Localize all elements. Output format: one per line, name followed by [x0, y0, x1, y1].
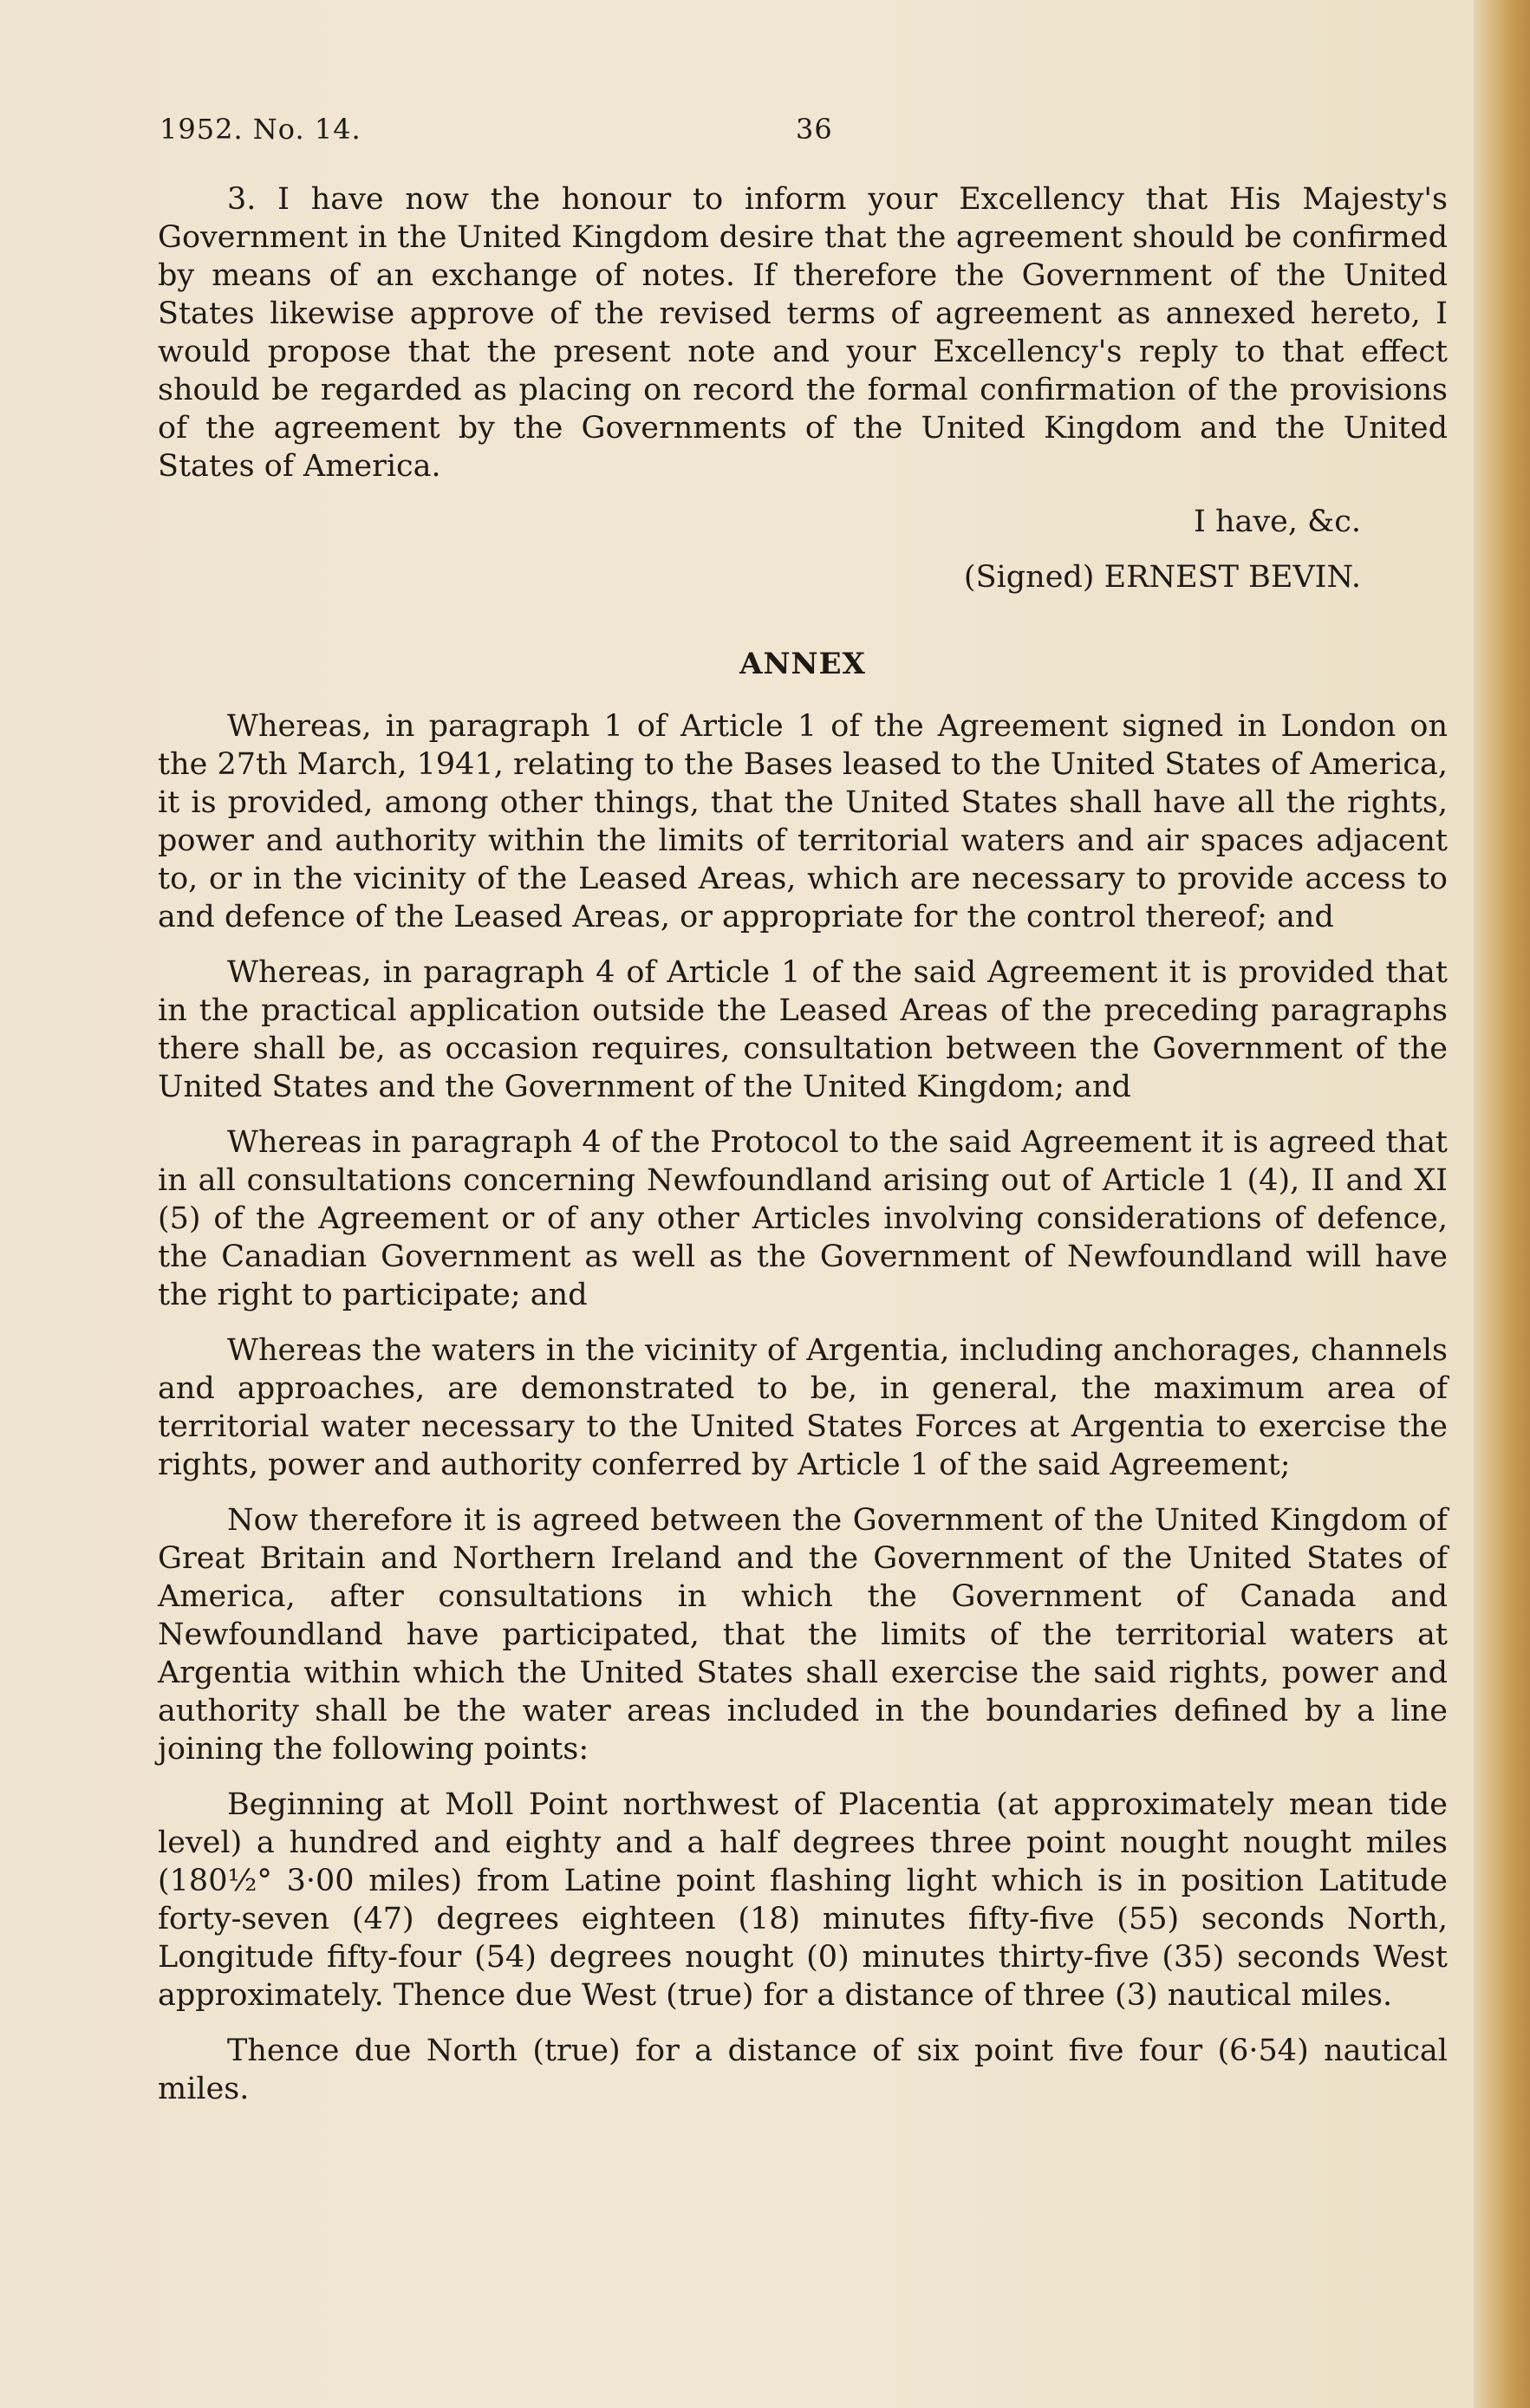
letter-signature: (Signed) ERNEST BEVIN. [963, 560, 1361, 595]
document-reference: 1952. No. 14. [160, 113, 361, 146]
annex-paragraph: Now therefore it is agreed between the Government of the United Kingdom of Great Britain and Northern Ireland and the Government of the United States of America, after consultations in which the Government of Canada and Newfoundland have participated, that the limits of the territorial waters at Argentia within which the United States shall exercise the said rights, power and authority shall be the water areas included in the boundaries defined by a line joining the following points: [158, 1503, 1448, 1767]
page-edge [1474, 0, 1530, 2408]
annex-paragraph: Beginning at Moll Point northwest of Placentia (at approximately mean tide level) a hundred and eighty and a half degrees three point nought nought miles (180½° 3·00 miles) from Latine point flashing light which is in position Latitude forty-seven (47) degrees eighteen (18) minutes fifty-five (55) seconds North, Longitude fifty-four (54) degrees nought (0) minutes thirty-five (35) seconds West approximately. Thence due West (true) for a distance of three (3) nautical miles. [158, 1787, 1448, 2013]
annex-paragraph: Whereas, in paragraph 1 of Article 1 of the Agreement signed in London on the 27th March, 1941, relating to the Bases leased to the United States of America, it is provided, among other things, that the United States shall have all the rights, power and authority within the limits of territorial waters and air spaces adjacent to, or in the vicinity of the Leased Areas, which are necessary to provide access to and defence of the Leased Areas, or appropriate for the control thereof; and [158, 709, 1448, 934]
letter-closing: I have, &c. [1194, 504, 1361, 539]
letter-paragraph-3: 3. I have now the honour to inform your Excellency that His Majesty's Government in the United Kingdom desire that the agreement should be confirmed by means of an exchange of notes. If therefore the Government of the United States likewise approve of the revised terms of agreement as annexed hereto, I would propose that the present note and your Excellency's reply to that effect should be regarded as placing on record the formal confirmation of the provisions of the agreement by the Governments of the United Kingdom and the United States of America. [158, 182, 1448, 484]
page-number: 36 [796, 113, 833, 146]
page-content [158, 180, 1448, 2125]
annex-paragraph: Whereas the waters in the vicinity of Argentia, including anchorages, channels and approaches, are demonstrated to be, in general, the maximum area of territorial water necessary to the United States Forces at Argentia to exercise the rights, power and authority conferred by Article 1 of the said Agreement; [158, 1333, 1448, 1482]
annex-paragraph: Whereas in paragraph 4 of the Protocol to the said Agreement it is agreed that in all consultations concerning Newfoundland arising out of Article 1 (4), II and XI (5) of the Agreement or of any other Articles involving considerations of defence, the Canadian Government as well as the Government of Newfoundland will have the right to participate; and [158, 1125, 1448, 1312]
annex-paragraph: Whereas, in paragraph 4 of Article 1 of the said Agreement it is provided that in the practical application outside the Leased Areas of the preceding paragraphs there shall be, as occasion requires, consultation between the Government of the United States and the Government of the United Kingdom; and [158, 955, 1448, 1104]
annex-paragraph: Thence due North (true) for a distance of six point five four (6·54) nautical miles. [158, 2034, 1448, 2106]
annex-title: ANNEX [739, 647, 866, 681]
